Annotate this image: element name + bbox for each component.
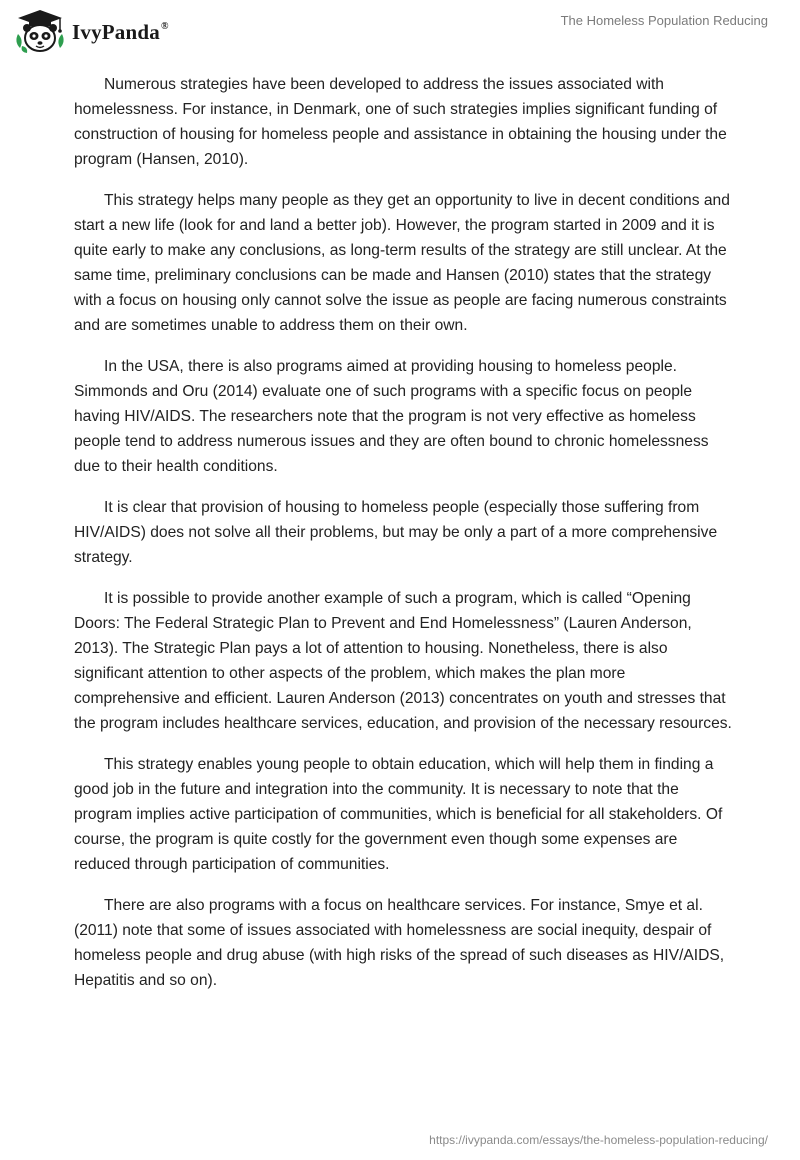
page-header — [0, 0, 800, 60]
paragraph: Numerous strategies have been developed to address the issues associated with homelessness. For instance, in Denmark, one of such strategies implies significant funding of construction of housing for homeless people and assistance in obtaining the housing under the program (Hansen, 2010). — [74, 76, 727, 168]
essay-body — [74, 72, 734, 1009]
paragraph: There are also programs with a focus on healthcare services. For instance, Smye et al. (2011) note that some of issues associated with homelessness are social inequity, despair of homeless people and drug abuse (with high risks of the spread of such diseases as HIV/AIDS, Hepatitis and so on). — [74, 897, 725, 989]
paragraph: In the USA, there is also programs aimed at providing housing to homeless people. Simmonds and Oru (2014) evaluate one of such programs with a specific focus on people having HIV/AIDS. The researchers note that the program is not very effective as homeless people tend to address numerous issues and they are often bound to chronic homelessness due to their health conditions. — [74, 358, 709, 475]
registered-mark: ® — [160, 20, 169, 32]
ivypanda-logo[interactable] — [14, 8, 169, 54]
panda-graduate-icon — [14, 8, 66, 54]
document-title: The Homeless Population Reducing — [560, 13, 768, 28]
paragraph: It is clear that provision of housing to homeless people (especially those suffering from HIV/AIDS) does not solve all their problems, but may be only a part of a more comprehensive strategy. — [74, 499, 718, 566]
paragraph: This strategy helps many people as they get an opportunity to live in decent conditions and start a new life (look for and land a better job). However, the program started in 2009 and it is quite early to make any conclusions, as long-term results of the strategy are still unclear. At the same time, preliminary conclusions can be made and Hansen (2010) states that the strategy with a focus on housing only cannot solve the issue as people are facing numerous constraints and are sometimes unable to address them on their own. — [74, 192, 730, 334]
brand-name: IvyPanda® — [72, 19, 169, 44]
source-url-link[interactable]: https://ivypanda.com/essays/the-homeless-population-reducing/ — [429, 1133, 768, 1147]
paragraph: It is possible to provide another example of such a program, which is called “Opening Doors: The Federal Strategic Plan to Prevent and End Homelessness” (Lauren Anderson, 2013). The Strategic Plan pays a lot of attention to housing. Nonetheless, there is also significant attention to other aspects of the problem, which makes the plan more comprehensive and efficient. Lauren Anderson (2013) concentrates on youth and stresses that the program includes healthcare services, education, and provision of the necessary resources. — [74, 590, 732, 732]
paragraph: This strategy enables young people to obtain education, which will help them in finding a good job in the future and integration into the community. It is necessary to note that the program implies active participation of communities, which is beneficial for all stakeholders. Of course, the program is quite costly for the government even though some expenses are reduced through participation of communities. — [74, 756, 723, 873]
